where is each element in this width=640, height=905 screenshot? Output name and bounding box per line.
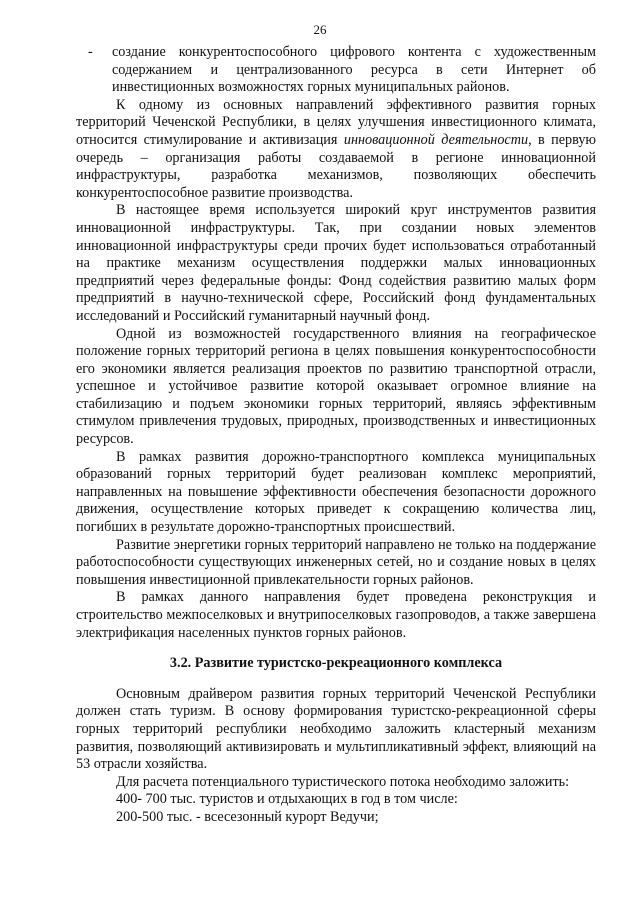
line-resort: 200-500 тыс. - всесезонный курорт Ведучи; (116, 808, 379, 825)
paragraph-innovation-start: К одному из основных направлений эффективного развития горных территорий Чеченской Республики, в целях улучшения инвестиционного климата, относится стимулирование и активизация (76, 96, 596, 148)
page-content (76, 44, 596, 827)
paragraph-tourism: Основным драйвером развития горных территорий Чеченской Республики должен стать туризм. В основу формирования туристско-рекреационной сферы горных территорий республики необходимо заложить кластерный механизм развития, позволяющий активизировать и мультипликативный эффект, влияющий на 53 отрасли хозяйства. (76, 685, 596, 773)
section-heading: 3.2. Развитие туристско-рекреационного комплекса (169, 655, 503, 672)
paragraph-road-safety: В рамках развития дорожно-транспортного комплекса муниципальных образований горных территорий будет реализован комплекс мероприятий, направленных на повышение эффективности обеспечения безопасности дорожного движения, осуществление которых приведет к сокращению количества лиц, погибших в результате дорожно-транспортных происшествий. (76, 448, 596, 536)
paragraph-innovation (76, 97, 596, 203)
bullet-dash: - (88, 44, 93, 60)
paragraph-energy: Развитие энергетики горных территорий направлено не только на поддержание работоспособности существующих инженерных сетей, но и создание новых в целях повышения инвестиционной привлекательности горных районов. (76, 536, 596, 588)
bullet-item (76, 44, 596, 97)
line-tourists-count: 400- 700 тыс. туристов и отдыхающих в год в том числе: (116, 791, 458, 808)
bullet-text: создание конкурентоспособного цифрового контента с художественным содержанием и централизованного ресурса в сети Интернет об инвестиционных возможностях горных муниципальных районов. (112, 44, 596, 96)
paragraph-gas: В рамках данного направления будет проведена реконструкция и строительство межпоселковых и внутрипоселковых газопроводов, а также завершена электрификация населенных пунктов горных районов. (76, 589, 596, 641)
page-number: 26 (313, 22, 327, 37)
paragraph-infrastructure: В настоящее время используется широкий круг инструментов развития инновационной инфраструктуры. Так, при создании новых элементов инновационной инфраструктуры среди прочих будет использоваться отработанный на практике механизм осуществления поддержки малых инновационных предприятий через федеральные фонды: Фонд содействия развитию малых форм предприятий в научно-технической сфере, Российский фонд фундаментальных исследований и Российский гуманитарный научный фонд. (76, 202, 596, 324)
paragraph-innovation-end: , в первую очередь – организация работы создаваемой в регионе инновационной инфраструктуры, разработка механизмов, позволяющих обеспечить конкурентоспособное развитие производства. (76, 131, 597, 201)
paragraph-transport: Одной из возможностей государственного влияния на географическое положение горных территорий региона в целях повышения конкурентоспособности его экономики является реализация проектов по развитию транспортной отрасли, успешное и устойчивое развитие которой оказывает огромное влияние на стабилизацию и подъем экономики горных территорий, являясь эффективным стимулом привлечения трудовых, природных, производственных и инвестиционных ресурсов. (76, 325, 596, 448)
line-tourist-flow: Для расчета потенциального туристического потока необходимо заложить: (116, 773, 570, 790)
paragraph-innovation-italic: инновационной деятельности (343, 131, 529, 148)
